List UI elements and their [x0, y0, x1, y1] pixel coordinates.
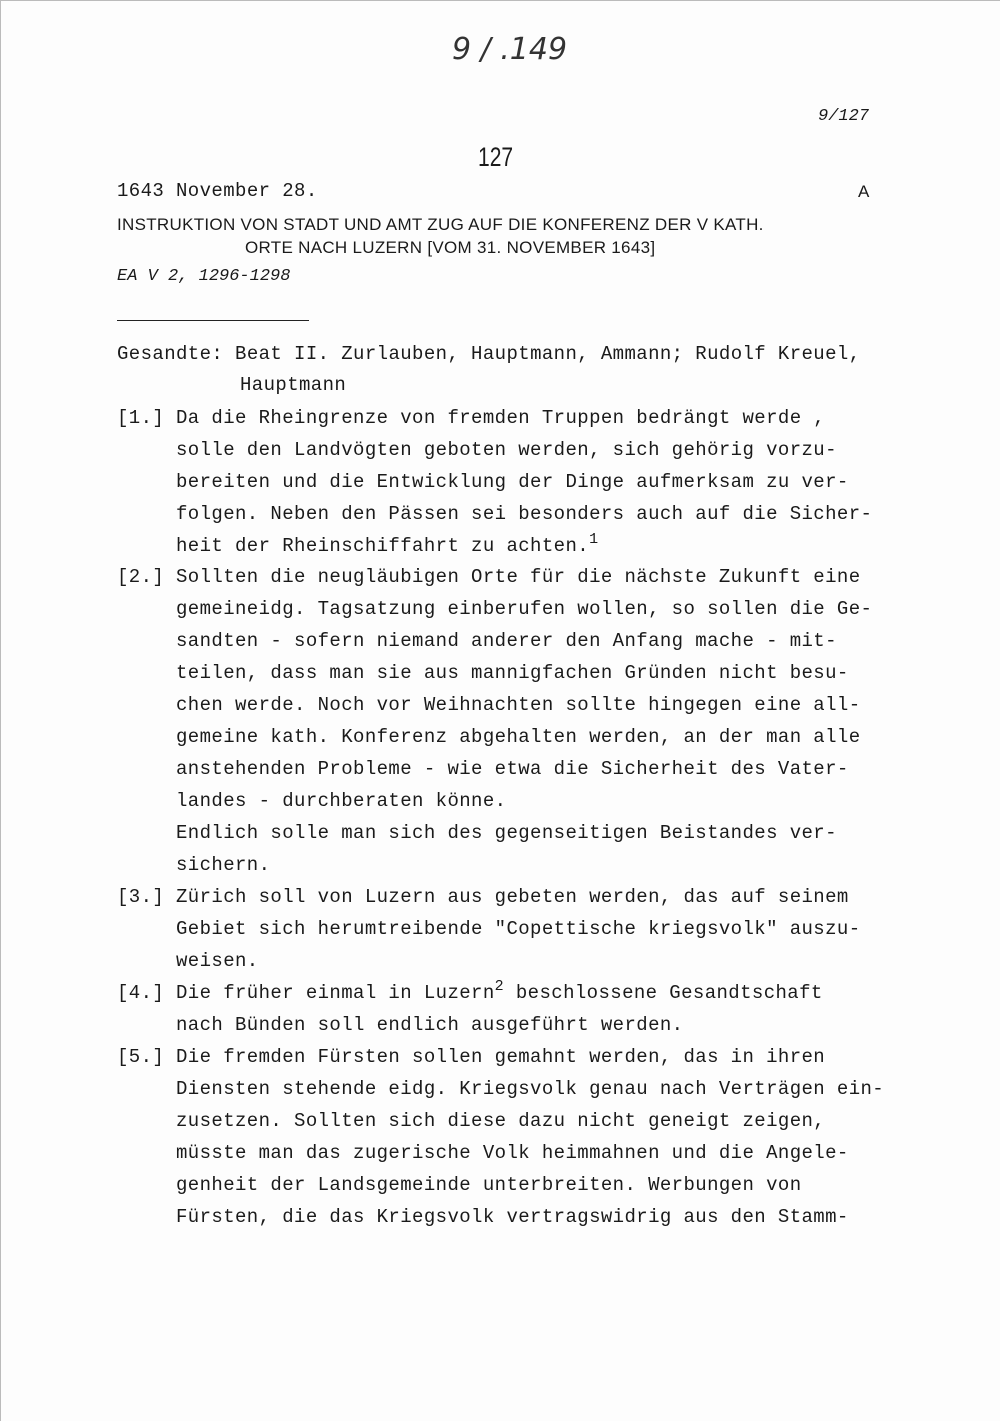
- separator-rule: [117, 320, 309, 321]
- section-line: [176, 918, 861, 940]
- section-line: [176, 1078, 884, 1100]
- archive-ref: 9/127: [818, 107, 870, 126]
- section-line: [176, 694, 861, 716]
- section-text: bereiten und die Entwicklung der Dinge aufmerksam zu ver-: [176, 471, 849, 493]
- section-line: [176, 854, 270, 876]
- section-text: Diensten stehende eidg. Kriegsvolk genau nach Verträgen ein-: [176, 1078, 885, 1100]
- section-line: [176, 407, 825, 429]
- section-text: müsste man das zugerische Volk heimmahnen und die Angele-: [176, 1142, 849, 1164]
- section-line: [176, 1110, 825, 1132]
- section-text: solle den Landvögten geboten werden, sich gehörig vorzu-: [176, 439, 837, 461]
- section-line: [176, 503, 872, 525]
- section-text: Zürich soll von Luzern aus gebeten werden, das auf seinem: [176, 886, 849, 908]
- delegates-line-2: Hauptmann: [240, 374, 347, 396]
- scan-edge-left: [0, 0, 1, 1421]
- section-line: [176, 978, 823, 1004]
- section-line: [176, 790, 506, 812]
- section-line: [176, 822, 837, 844]
- section-text: anstehenden Probleme - wie etwa die Sicherheit des Vater-: [176, 758, 849, 780]
- section-line: [176, 598, 872, 620]
- section-line: [176, 886, 849, 908]
- section-line: [176, 950, 259, 972]
- section-line: [176, 1174, 802, 1196]
- section-line: [176, 566, 861, 588]
- footnote-marker: 2: [494, 978, 505, 995]
- section-text: beschlossene Gesandtschaft: [504, 982, 823, 1004]
- section-line: [176, 726, 861, 748]
- section-text: Endlich solle man sich des gegenseitigen Beistandes ver-: [176, 822, 837, 844]
- section-text: Fürsten, die das Kriegsvolk vertragswidrig aus den Stamm-: [176, 1206, 849, 1228]
- section-text: genheit der Landsgemeinde unterbreiten. Werbungen von: [176, 1174, 802, 1196]
- page-number: 127: [478, 142, 514, 172]
- date-line: 1643 November 28.: [117, 180, 318, 202]
- source-ref: EA V 2, 1296-1298: [117, 267, 291, 286]
- section-text: heit der Rheinschiffahrt zu achten.: [176, 535, 590, 557]
- scan-edge-top: [0, 0, 1000, 1]
- handwritten-number: 9 / .149: [452, 32, 568, 67]
- section-text: Gebiet sich herumtreibende "Copettische kriegsvolk" auszu-: [176, 918, 861, 940]
- section-line: [176, 1142, 849, 1164]
- section-line: [176, 630, 837, 652]
- section-text: landes - durchberaten könne.: [176, 790, 507, 812]
- section-text: zusetzen. Sollten sich diese dazu nicht geneigt zeigen,: [176, 1110, 826, 1132]
- section-line: [176, 439, 837, 461]
- section-text: Sollten die neugläubigen Orte für die nächste Zukunft eine: [176, 566, 861, 588]
- title-line-2: ORTE NACH LUZERN [VOM 31. NOVEMBER 1643]: [245, 238, 656, 257]
- section-text: teilen, dass man sie aus mannigfachen Gründen nicht besu-: [176, 662, 849, 684]
- title-line-1: INSTRUKTION VON STADT UND AMT ZUG AUF DIE KONFERENZ DER V KATH.: [117, 215, 764, 234]
- section-text: weisen.: [176, 950, 259, 972]
- section-line: [176, 758, 849, 780]
- section-text: gemeineidg. Tagsatzung einberufen wollen, so sollen die Ge-: [176, 598, 873, 620]
- section-text: sichern.: [176, 854, 271, 876]
- section-text: nach Bünden soll endlich ausgeführt werden.: [176, 1014, 684, 1036]
- section-line: [176, 471, 849, 493]
- section-text: Die fremden Fürsten sollen gemahnt werden, das in ihren: [176, 1046, 826, 1068]
- section-number: [5.]: [117, 1046, 165, 1068]
- section-text: Da die Rheingrenze von fremden Truppen bedrängt werde ,: [176, 407, 826, 429]
- series-letter: A: [858, 182, 870, 201]
- section-text: folgen. Neben den Pässen sei besonders auch auf die Sicher-: [176, 503, 873, 525]
- section-number: [2.]: [117, 566, 165, 588]
- delegates-line-1: Gesandte: Beat II. Zurlauben, Hauptmann, Ammann; Rudolf Kreuel,: [117, 343, 861, 365]
- section-text: sandten - sofern niemand anderer den Anfang mache - mit-: [176, 630, 837, 652]
- section-line: [176, 1014, 683, 1036]
- section-text: chen werde. Noch vor Weihnachten sollte hingegen eine all-: [176, 694, 861, 716]
- section-line: [176, 662, 849, 684]
- section-text: Die früher einmal in Luzern: [176, 982, 495, 1004]
- section-line: [176, 1206, 849, 1228]
- section-number: [3.]: [117, 886, 165, 908]
- footnote-marker: 1: [589, 531, 599, 548]
- section-line: [176, 531, 599, 557]
- section-line: [176, 1046, 825, 1068]
- section-number: [1.]: [117, 407, 165, 429]
- section-text: gemeine kath. Konferenz abgehalten werden, an der man alle: [176, 726, 861, 748]
- section-number: [4.]: [117, 982, 165, 1004]
